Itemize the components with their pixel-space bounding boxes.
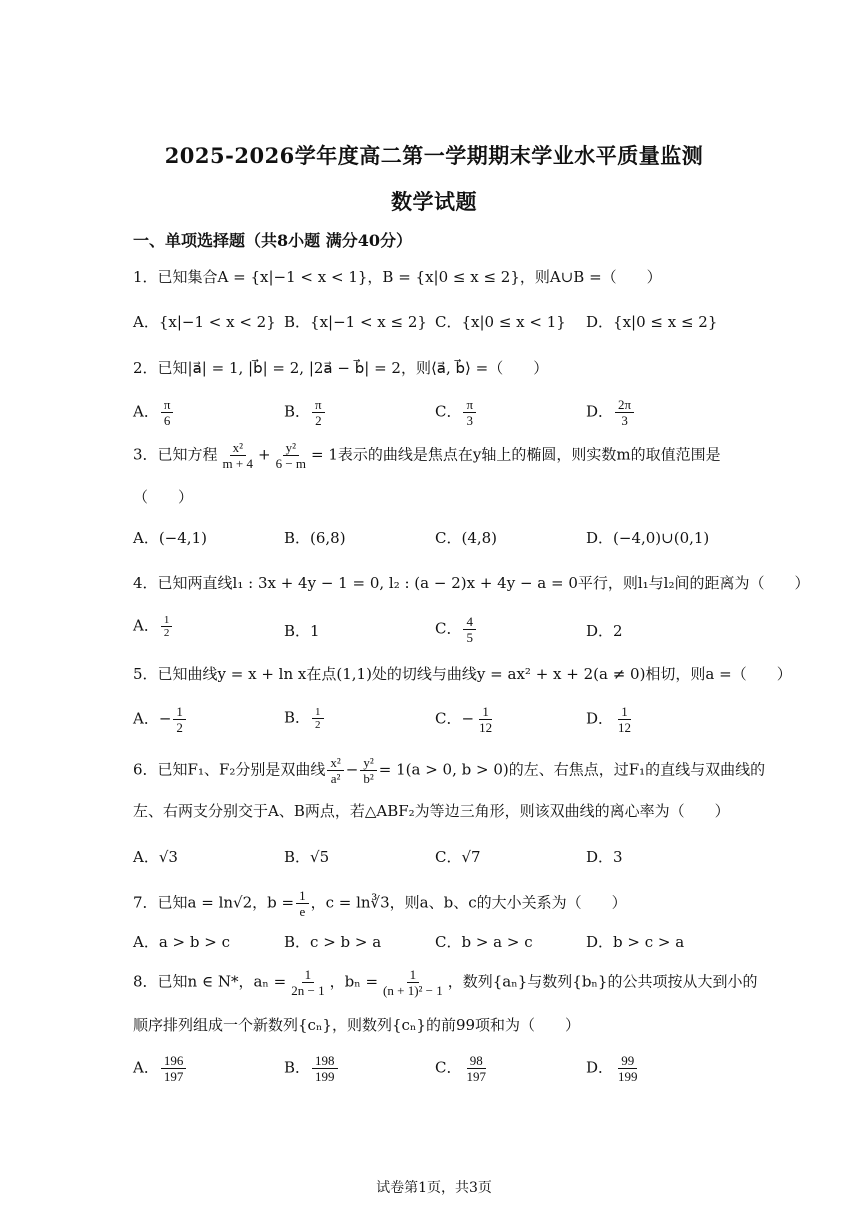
exam-subtitle: 数学试题 <box>391 189 477 214</box>
question-5-stem: 5．已知曲线y = x + ln x在点(1,1)处的切线与曲线y = ax² + x + 2(a ≠ 0)相切，则a =（ ） <box>133 665 792 683</box>
q7-option-c: C．b > a > c <box>435 933 533 951</box>
exam-title: 2025-2026学年度高二第一学期期末学业水平质量监测 <box>164 143 704 168</box>
question-4-stem: 4．已知两直线l₁ : 3x + 4y − 1 = 0, l₂ : (a − 2)x + 4y − a = 0平行，则l₁与l₂间的距离为（ ） <box>133 574 810 592</box>
question-7-stem: 7．已知a = ln√2，b = $\frac{1}{e}$ ，c = ln∛3，则a、b、c的大小关系为（ ） <box>133 888 627 919</box>
q1-option-d: D．{x|0 ≤ x ≤ 2} <box>586 313 718 331</box>
section-heading: 一、单项选择题（共8小题 满分40分） <box>133 231 412 250</box>
question-1-stem: 1．已知集合A = {x|−1 < x < 1}，B = {x|0 ≤ x ≤ 2}，则A∪B =（ ） <box>133 268 662 286</box>
q3-option-c: C．(4,8) <box>435 529 498 547</box>
question-8-stem-line2: 顺序排列组成一个新数列{cₙ}，则数列{cₙ}的前99项和为（ ） <box>133 1016 581 1034</box>
q5-option-b: B． $\frac{1}{2}$ <box>284 706 326 731</box>
q1-option-b: B．{x|−1 < x ≤ 2} <box>284 313 427 331</box>
q3-option-b: B．(6,8) <box>284 529 346 547</box>
question-6-stem: 6．已知F₁、F₂分别是双曲线 $\frac{\text{x²}}{\text{a²}}$ − $\frac{\text{y²}}{\text{b²}}$ = 1(a > 0, b > 0)的左、右焦点，过F₁的直线与双曲线的 <box>133 755 766 786</box>
q6-option-b: B．√5 <box>284 848 330 866</box>
question-3-stem: 3．已知方程 $\frac{\text{x²}}{m + 4}$ + $\frac{\text{y²}}{6 - m}$ = 1表示的曲线是焦点在y轴上的椭圆，则实数m的取值范围是 <box>133 440 721 471</box>
q3-option-d: D．(−4,0)∪(0,1) <box>586 529 710 547</box>
q7-option-d: D．b > c > a <box>586 933 685 951</box>
q2-option-c: C． $\frac{\pi}{3}$ <box>435 397 478 428</box>
q4-option-b: B．1 <box>284 622 320 640</box>
q4-option-a: A． $\frac{1}{2}$ <box>133 614 174 639</box>
q6-option-d: D．3 <box>586 848 623 866</box>
q8-option-a: A． $\frac{196}{197}$ <box>133 1053 188 1084</box>
q5-option-c: C．− $\frac{1}{12}$ <box>435 704 493 735</box>
question-3-stem-line2: （ ） <box>133 488 194 506</box>
q7-option-a: A．a > b > c <box>133 933 230 951</box>
q7-option-b: B．c > b > a <box>284 933 382 951</box>
q8-option-d: D． $\frac{99}{199}$ <box>586 1053 638 1084</box>
q6-option-a: A．√3 <box>133 848 178 866</box>
question-2-stem: 2．已知|a⃗| = 1, |b⃗| = 2, |2a⃗ − b⃗| = 2，则⟨a⃗, b⃗⟩ =（ ） <box>133 359 549 377</box>
q5-option-d: D． $\frac{1}{12}$ <box>586 704 632 735</box>
q2-option-a: A． $\frac{\pi}{6}$ <box>133 397 175 428</box>
q8-option-c: C． $\frac{98}{197}$ <box>435 1053 486 1084</box>
q5-option-a: A．− $\frac{1}{2}$ <box>133 704 188 735</box>
question-8-stem: 8．已知n ∈ N*，aₙ = $\frac{1}{2n - 1}$ ，bₙ = $\frac{1}{\text{(n + 1)² − 1}}$ ，数列{aₙ}与数列{bₙ}的公共项按从大到小的 <box>133 967 758 998</box>
page-footer: 试卷第1页，共3页 <box>376 1180 492 1196</box>
q8-option-b: B． $\frac{198}{199}$ <box>284 1053 340 1084</box>
q1-option-a: A．{x|−1 < x < 2} <box>133 313 276 331</box>
question-6-stem-line2: 左、右两支分别交于A、B两点，若△ABF₂为等边三角形，则该双曲线的离心率为（ ） <box>133 802 730 820</box>
q2-option-b: B． $\frac{\pi}{2}$ <box>284 397 327 428</box>
q6-option-c: C．√7 <box>435 848 481 866</box>
q2-option-d: D． $\frac{2\pi}{3}$ <box>586 397 636 428</box>
q4-option-d: D．2 <box>586 622 623 640</box>
q3-option-a: A．(−4,1) <box>133 529 207 547</box>
q1-option-c: C．{x|0 ≤ x < 1} <box>435 313 566 331</box>
q4-option-c: C． $\frac{4}{5}$ <box>435 614 478 645</box>
